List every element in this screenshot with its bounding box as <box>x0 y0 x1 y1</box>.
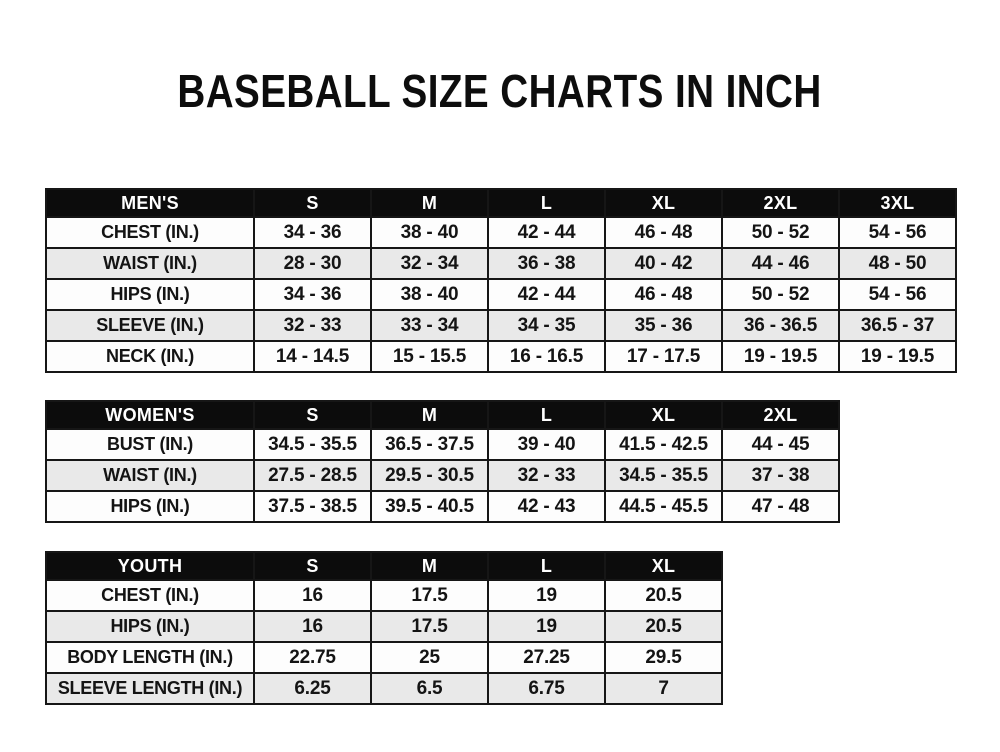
column-header-3xl: 3XL <box>839 189 956 217</box>
size-value: 36 - 36.5 <box>722 310 839 341</box>
page-title-text: BASEBALL SIZE CHARTS IN INCH <box>177 65 823 117</box>
size-value: 44 - 45 <box>722 429 839 460</box>
size-value: 39 - 40 <box>488 429 605 460</box>
size-value: 29.5 - 30.5 <box>371 460 488 491</box>
size-value: 27.25 <box>488 642 605 673</box>
size-value: 42 - 44 <box>488 217 605 248</box>
mens-group-label: MEN'S <box>46 189 254 217</box>
row-label: CHEST (IN.) <box>46 580 254 611</box>
youth-group-label: YOUTH <box>46 552 254 580</box>
size-value: 34 - 35 <box>488 310 605 341</box>
header-row <box>46 401 839 429</box>
size-value: 19 - 19.5 <box>839 341 956 372</box>
size-value: 38 - 40 <box>371 279 488 310</box>
table-row <box>46 491 839 522</box>
size-value: 16 - 16.5 <box>488 341 605 372</box>
size-value: 17 - 17.5 <box>605 341 722 372</box>
size-value: 46 - 48 <box>605 279 722 310</box>
youth-size-table <box>45 551 723 705</box>
table-row <box>46 279 956 310</box>
size-value: 20.5 <box>605 611 722 642</box>
row-label: WAIST (IN.) <box>46 460 254 491</box>
column-header-2xl: 2XL <box>722 401 839 429</box>
table-row <box>46 580 722 611</box>
size-value: 42 - 44 <box>488 279 605 310</box>
size-value: 32 - 33 <box>254 310 371 341</box>
womens-grid <box>45 400 840 523</box>
size-value: 7 <box>605 673 722 704</box>
row-label: HIPS (IN.) <box>46 611 254 642</box>
size-value: 36.5 - 37 <box>839 310 956 341</box>
size-value: 36.5 - 37.5 <box>371 429 488 460</box>
size-value: 46 - 48 <box>605 217 722 248</box>
size-value: 27.5 - 28.5 <box>254 460 371 491</box>
size-value: 34.5 - 35.5 <box>605 460 722 491</box>
column-header-l: L <box>488 189 605 217</box>
size-value: 44 - 46 <box>722 248 839 279</box>
size-value: 35 - 36 <box>605 310 722 341</box>
size-value: 17.5 <box>371 611 488 642</box>
size-value: 6.75 <box>488 673 605 704</box>
size-value: 6.5 <box>371 673 488 704</box>
size-value: 17.5 <box>371 580 488 611</box>
table-row <box>46 642 722 673</box>
size-value: 16 <box>254 580 371 611</box>
size-value: 19 <box>488 611 605 642</box>
mens-size-table <box>45 188 957 373</box>
size-value: 50 - 52 <box>722 217 839 248</box>
size-value: 6.25 <box>254 673 371 704</box>
column-header-m: M <box>371 401 488 429</box>
size-value: 19 - 19.5 <box>722 341 839 372</box>
column-header-s: S <box>254 552 371 580</box>
column-header-m: M <box>371 552 488 580</box>
size-value: 54 - 56 <box>839 217 956 248</box>
size-value: 36 - 38 <box>488 248 605 279</box>
header-row <box>46 189 956 217</box>
row-label: BODY LENGTH (IN.) <box>46 642 254 673</box>
size-value: 34 - 36 <box>254 217 371 248</box>
column-header-s: S <box>254 401 371 429</box>
size-value: 16 <box>254 611 371 642</box>
column-header-xl: XL <box>605 552 722 580</box>
size-value: 37 - 38 <box>722 460 839 491</box>
header-row <box>46 552 722 580</box>
mens-grid <box>45 188 957 373</box>
size-value: 25 <box>371 642 488 673</box>
table-row <box>46 217 956 248</box>
row-label: NECK (IN.) <box>46 341 254 372</box>
size-value: 22.75 <box>254 642 371 673</box>
womens-group-label: WOMEN'S <box>46 401 254 429</box>
size-value: 42 - 43 <box>488 491 605 522</box>
size-value: 37.5 - 38.5 <box>254 491 371 522</box>
size-value: 48 - 50 <box>839 248 956 279</box>
row-label: CHEST (IN.) <box>46 217 254 248</box>
column-header-l: L <box>488 552 605 580</box>
row-label: WAIST (IN.) <box>46 248 254 279</box>
size-value: 39.5 - 40.5 <box>371 491 488 522</box>
size-value: 38 - 40 <box>371 217 488 248</box>
table-row <box>46 460 839 491</box>
size-value: 34 - 36 <box>254 279 371 310</box>
row-label: SLEEVE (IN.) <box>46 310 254 341</box>
column-header-xl: XL <box>605 401 722 429</box>
size-value: 54 - 56 <box>839 279 956 310</box>
row-label: HIPS (IN.) <box>46 279 254 310</box>
womens-size-table <box>45 400 840 523</box>
row-label: BUST (IN.) <box>46 429 254 460</box>
size-value: 19 <box>488 580 605 611</box>
size-value: 32 - 34 <box>371 248 488 279</box>
table-row <box>46 248 956 279</box>
page-title <box>0 65 1000 117</box>
size-value: 32 - 33 <box>488 460 605 491</box>
table-row <box>46 611 722 642</box>
table-row <box>46 673 722 704</box>
size-value: 29.5 <box>605 642 722 673</box>
column-header-l: L <box>488 401 605 429</box>
size-value: 15 - 15.5 <box>371 341 488 372</box>
size-value: 34.5 - 35.5 <box>254 429 371 460</box>
size-value: 33 - 34 <box>371 310 488 341</box>
table-row <box>46 429 839 460</box>
column-header-s: S <box>254 189 371 217</box>
size-value: 41.5 - 42.5 <box>605 429 722 460</box>
size-value: 20.5 <box>605 580 722 611</box>
table-row <box>46 341 956 372</box>
row-label: SLEEVE LENGTH (IN.) <box>46 673 254 704</box>
size-value: 28 - 30 <box>254 248 371 279</box>
youth-grid <box>45 551 723 705</box>
row-label: HIPS (IN.) <box>46 491 254 522</box>
column-header-m: M <box>371 189 488 217</box>
size-value: 40 - 42 <box>605 248 722 279</box>
column-header-xl: XL <box>605 189 722 217</box>
size-value: 47 - 48 <box>722 491 839 522</box>
size-value: 44.5 - 45.5 <box>605 491 722 522</box>
table-row <box>46 310 956 341</box>
column-header-2xl: 2XL <box>722 189 839 217</box>
size-value: 50 - 52 <box>722 279 839 310</box>
size-value: 14 - 14.5 <box>254 341 371 372</box>
